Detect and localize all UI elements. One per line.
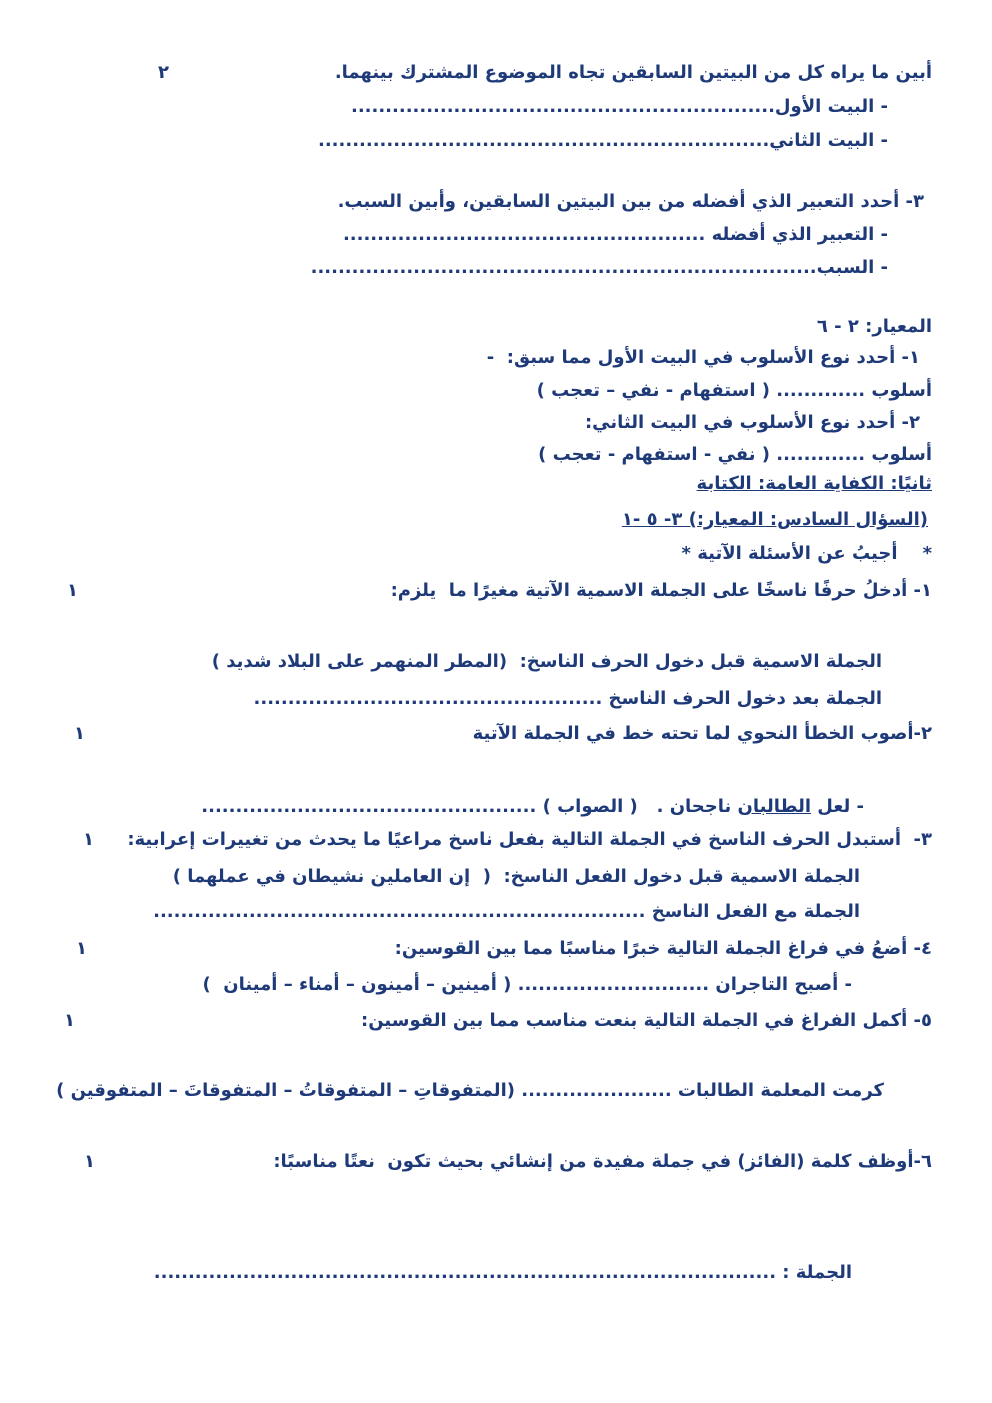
predicate-sentence: - أصبح التاجران ............................ ( أمينين – أمينون – أمناء – أمينان ) <box>202 974 852 995</box>
answer-line-reason: - السبب.......................................................................... <box>310 257 888 278</box>
question-intro: أبين ما يراه كل من البيتين السابقين تجاه الموضوع المشترك بينهما. <box>334 62 932 83</box>
answer-line-verse-1: - البيت الأول.............................................................. <box>350 96 888 117</box>
correction-sentence <box>201 794 864 820</box>
mark-b6: ١ <box>84 1151 95 1172</box>
question-b4: ٤- أضعُ في فراغ الجملة التالية خبرًا مناسبًا مما بين القوسين: <box>394 938 932 959</box>
question-b6: ٦-أوظف كلمة (الفائز) في جملة مفيدة من إنشائي بحيث تكون نعتًا مناسبًا: <box>273 1151 932 1172</box>
adjective-sentence: كرمت المعلمة الطالبات ...................... (المتفوقاتِ – المتفوقاتُ – المتفوقاتَ – المتفوقين ) <box>56 1080 884 1101</box>
mark-2: ٢ <box>158 62 169 83</box>
answer-line-preferred: - التعبير الذي أفضله ..................................................... <box>342 224 888 245</box>
instruction: * أجيبُ عن الأسئلة الآتية * <box>681 543 932 564</box>
mark-b2: ١ <box>74 723 85 744</box>
question-b5: ٥- أكمل الفراغ في الجملة التالية بنعت مناسب مما بين القوسين: <box>361 1010 932 1031</box>
mark-b1: ١ <box>67 580 78 601</box>
sentence-with-verb: الجملة مع الفعل الناسخ ........................................................................ <box>153 901 860 922</box>
answer-style-1: أسلوب ............. ( استفهام - نفي – تعجب ) <box>536 380 932 401</box>
question-3: ٣- أحدد التعبير الذي أفضله من بين البيتين السابقين، وأبين السبب. <box>337 191 924 212</box>
mark-b4: ١ <box>76 938 87 959</box>
answer-sentence-line: الجملة : ........................................................................................... <box>153 1262 852 1283</box>
mark-b5: ١ <box>64 1010 75 1031</box>
sentence-before-verb: الجملة الاسمية قبل دخول الفعل الناسخ: ( إن العاملين نشيطان في عملهما ) <box>172 866 860 887</box>
correction-prefix: - لعل <box>811 796 864 817</box>
question-b2: ٢-أصوب الخطأ النحوي لما تحته خط في الجملة الآتية <box>472 723 932 744</box>
sentence-before: الجملة الاسمية قبل دخول الحرف الناسخ: (المطر المنهمر على البلاد شديد ) <box>211 651 882 672</box>
section-heading: ثانيًا: الكفاية العامة: الكتابة <box>696 473 932 494</box>
section-subheading: (السؤال السادس: المعيار:) ٣- ٥ -١ <box>621 509 928 530</box>
answer-style-2: أسلوب ............. ( نفي - استفهام - تعجب ) <box>538 444 932 465</box>
mark-b3: ١ <box>83 829 94 850</box>
underlined-word: الطالبان <box>737 796 811 817</box>
question-style-2: ٢- أحدد نوع الأسلوب في البيت الثاني: <box>584 412 920 433</box>
correction-rest: ناجحان . ( الصواب ) ................................................. <box>201 796 738 817</box>
answer-line-verse-2: - البيت الثاني.................................................................. <box>318 130 888 151</box>
sentence-after: الجملة بعد دخول الحرف الناسخ ................................................... <box>253 688 882 709</box>
criterion-label: المعيار: ٢ - ٦ <box>816 316 932 337</box>
question-b3: ٣- أستبدل الحرف الناسخ في الجملة التالية بفعل ناسخ مراعيًا ما يحدث من تغييرات إعرابية: <box>127 829 932 850</box>
question-style-1: ١- أحدد نوع الأسلوب في البيت الأول مما سبق: - <box>486 347 920 368</box>
question-b1: ١- أدخلُ حرفًا ناسخًا على الجملة الاسمية الآتية مغيرًا ما يلزم: <box>390 580 932 601</box>
